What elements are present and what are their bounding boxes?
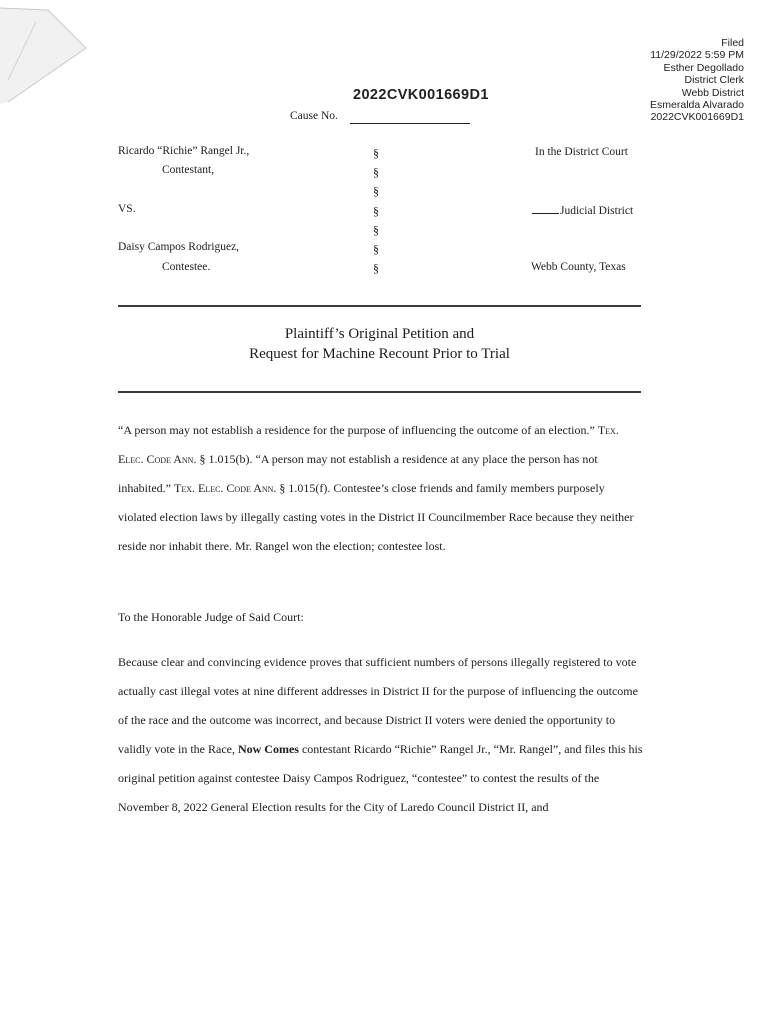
contestant-name: Ricardo “Richie” Rangel Jr., <box>118 145 250 157</box>
contestee-name: Daisy Campos Rodriguez, <box>118 241 240 253</box>
petition-before: Because clear and convincing evidence proves that sufficient numbers of persons illegally registered to vote actually cast illegal votes at nine different addresses in District II for the purpose of influencing the outcome of the race and the outcome was incorrect, and because District II voters were denied the opportunity to validly vote in the Race, <box>118 655 638 756</box>
petition-paragraph <box>118 648 646 822</box>
section-ref-2: § 1.015(f). <box>276 481 334 495</box>
section-symbol: § <box>373 242 379 256</box>
court-name: In the District Court <box>535 146 628 158</box>
filing-stamp-line: Esmeralda Alvarado <box>650 99 744 112</box>
now-comes: Now Comes <box>237 742 299 756</box>
intro-rest: Contestee’s close friends and family members purposely violated election laws by illegally casting votes in the District II Councilmember Race because they neither reside nor inhabit there. Mr. Rangel won the election; contestee lost. <box>118 481 634 553</box>
versus-label: VS. <box>118 203 136 215</box>
section-symbol: § <box>373 204 379 218</box>
title-line-2: Request for Machine Recount Prior to Trial <box>249 345 510 362</box>
section-symbol: § <box>373 261 379 275</box>
filing-stamp-line: District Clerk <box>684 74 744 87</box>
judicial-district-label: Judicial District <box>560 205 634 217</box>
bottom-divider <box>118 391 641 393</box>
top-divider <box>118 305 641 307</box>
document-title <box>118 325 641 364</box>
intro-paragraph <box>118 416 646 561</box>
title-line-1: Plaintiff’s Original Petition and <box>284 326 475 342</box>
page-corner-crease <box>0 0 110 115</box>
section-symbol: § <box>373 223 379 237</box>
filing-stamp-line: Filed <box>721 37 744 49</box>
quote-2: “A person may not establish a residence at any place the person has not inhabited.” <box>118 452 598 495</box>
filing-stamp-line: Webb District <box>681 86 744 99</box>
judicial-district-blank <box>532 204 559 214</box>
section-ref-1: § 1.015(b). <box>196 452 256 466</box>
petition-after: contestant Ricardo “Richie” Rangel Jr., “Mr. Rangel”, and files this his original petition against contestee Daisy Campos Rodriguez, “contestee” to contest the results of the November 8, 2022 General Election results for the City of Laredo Council District II, and <box>118 742 643 814</box>
section-symbol: § <box>373 146 379 160</box>
salutation: To the Honorable Judge of Said Court: <box>118 610 304 624</box>
citation-2: Tex. Elec. Code Ann. <box>173 481 277 495</box>
cause-label: Cause No. <box>290 110 338 122</box>
judicial-district <box>532 204 633 217</box>
filing-stamp <box>584 37 744 124</box>
section-symbol: § <box>373 165 379 179</box>
contestee-role: Contestee. <box>162 261 211 273</box>
contestant-role: Contestant, <box>162 164 215 176</box>
filing-stamp-line: Esther Degollado <box>663 61 744 74</box>
cause-number-line <box>350 123 470 124</box>
county-label: Webb County, Texas <box>531 261 626 273</box>
filing-stamp-line: 11/29/2022 5:59 PM <box>650 49 744 62</box>
citation-1: Tex. Elec. Code Ann. <box>118 423 619 466</box>
section-symbol: § <box>373 184 379 198</box>
quote-1: “A person may not establish a residence for the purpose of influencing the outcome of an election.” <box>118 423 598 437</box>
filing-stamp-line: 2022CVK001669D1 <box>650 111 744 124</box>
case-number: 2022CVK001669D1 <box>353 87 489 103</box>
